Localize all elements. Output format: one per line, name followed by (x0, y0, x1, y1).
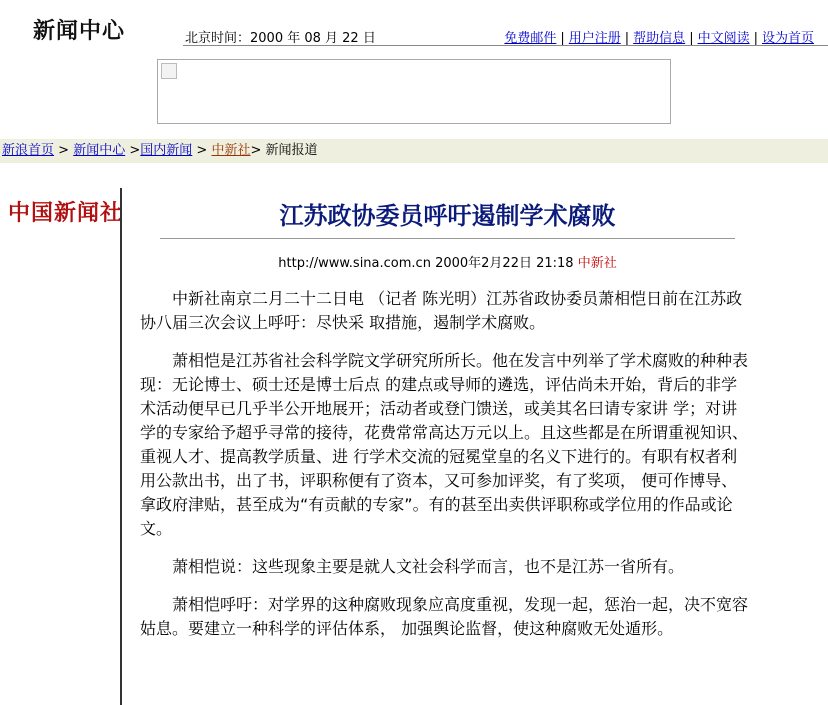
article-paragraph: 萧相恺说：这些现象主要是就人文社会科学而言，也不是江苏一省所有。 (172, 557, 685, 576)
banner-ad[interactable] (157, 59, 671, 124)
crumb-separator: > (129, 143, 141, 158)
article-paragraph: 萧相恺呼吁：对学界的这种腐败现象应高度重视，发现一起，惩治一起，决不宽容姑息。要建立一种科学的评估体系， 加强舆论监督，使这种腐败无处遁形。 (140, 595, 749, 638)
separator: | (689, 31, 694, 46)
separator: | (560, 31, 565, 46)
article-body (140, 287, 750, 655)
crumb-current: 新闻报道 (265, 143, 318, 158)
beijing-date: 北京时间：2000 年 08 月 22 日 (185, 31, 376, 46)
crumb-separator: > (58, 143, 70, 158)
article-meta (160, 252, 735, 271)
sidebar-divider (120, 188, 122, 705)
article-paragraph: 中新社南京二月二十二日电 （记者 陈光明）江苏省政协委员萧相恺日前在江苏政协八届三次会议上呼吁：尽快采 取措施，遏制学术腐败。 (140, 289, 743, 332)
crumb-domestic-news[interactable]: 国内新闻 (140, 143, 193, 158)
meta-source: 中新社 (577, 256, 617, 271)
crumb-cns[interactable]: 中新社 (211, 143, 251, 158)
article-paragraph: 萧相恺是江苏省社会科学院文学研究所所长。他在发言中列举了学术腐败的种种表现：无论博士、硕士还是博士后点 的建点或导师的遴选，评估尚未开始，背后的非学术活动便早已几乎半公开地展开；活动者或登门馈送，或美其名曰请专家讲 学；对讲学的专家给予超乎寻常的接待，花费常常高达万元以上。且这些都是在所谓重视知识、重视人才、提高教学质量、进 行学术交流的冠冕堂皇的名义下进行的。有职有权者利用公款出书，出了书，评职称便有了资本，又可参加评奖，有了奖项， 便可作博导、拿政府津贴，甚至成为“有贡献的专家”。有的甚至出卖供评职称或学位用的作品或论文。 (140, 351, 749, 538)
link-set-homepage[interactable]: 设为首页 (761, 31, 814, 46)
header-divider (183, 45, 828, 46)
crumb-separator: > (196, 143, 208, 158)
link-free-mail[interactable]: 免费邮件 (504, 31, 557, 46)
cns-logo: 中国新闻社 (8, 200, 124, 226)
link-help[interactable]: 帮助信息 (633, 31, 686, 46)
meta-url-date: http://www.sina.com.cn 2000年2月22日 21:18 (278, 256, 574, 271)
link-chinese-reading[interactable]: 中文阅读 (697, 31, 750, 46)
article-title: 江苏政协委员呼吁遏制学术腐败 (279, 202, 616, 230)
site-title: 新闻中心 (33, 19, 126, 44)
broken-image-icon (161, 63, 177, 79)
link-register[interactable]: 用户注册 (568, 31, 621, 46)
separator: | (624, 31, 630, 46)
breadcrumb (0, 139, 828, 163)
title-divider (160, 238, 735, 239)
top-links (504, 27, 814, 46)
crumb-separator: > (250, 143, 262, 158)
separator: | (753, 31, 758, 46)
crumb-news-center[interactable]: 新闻中心 (73, 143, 126, 158)
crumb-sina-home[interactable]: 新浪首页 (2, 143, 55, 158)
